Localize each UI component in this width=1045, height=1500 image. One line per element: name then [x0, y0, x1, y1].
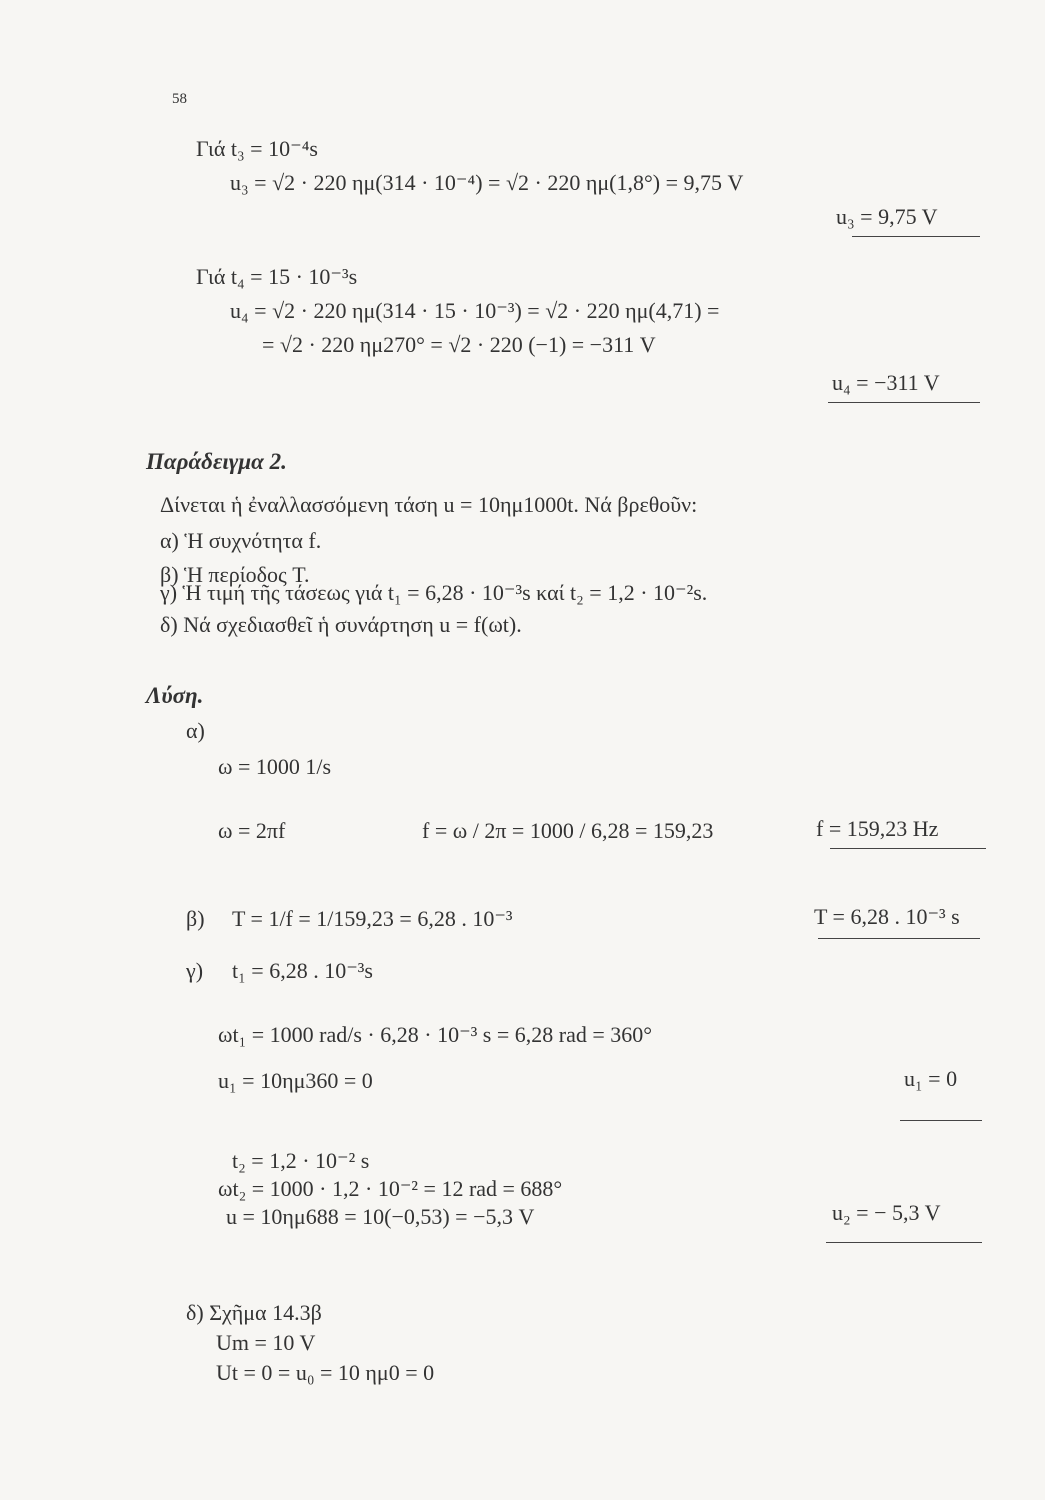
- example-item-a: α) Ἡ συχνότητα f.: [160, 528, 322, 553]
- wt2-line: ωt₂ = 1000 · 1,2 · 10⁻² = 12 rad = 688°: [218, 1176, 563, 1201]
- part-a-label: α): [186, 718, 205, 743]
- u2-result: u₂ = − 5,3 V: [832, 1200, 941, 1225]
- T-formula: T = 1/f = 1/159,23 = 6,28 . 10⁻³: [232, 906, 513, 931]
- omega-value: ω = 1000 1/s: [218, 754, 332, 779]
- example-item-b: β) Ἡ περίοδος T.: [160, 562, 310, 587]
- page-number: 58: [172, 91, 187, 107]
- wt1-line: ωt₁ = 1000 rad/s · 6,28 · 10⁻³ s = 6,28 rad = 360°: [218, 1022, 653, 1047]
- u1-result: u₁ = 0: [904, 1066, 958, 1091]
- f-result: f = 159,23 Hz: [816, 816, 939, 841]
- example-item-d: δ) Νά σχεδιασθεῖ ἡ συνάρτηση u = f(ωt).: [160, 612, 522, 637]
- part-d-line: δ) Σχῆμα 14.3β: [186, 1300, 322, 1325]
- f-result-underline: [830, 848, 986, 849]
- u3-result-underline: [852, 236, 980, 237]
- t2-line: t₂ = 1,2 · 10⁻² s: [232, 1148, 370, 1173]
- solution-heading: Λύση.: [146, 683, 204, 708]
- u-line: u = 10ημ688 = 10(−0,53) = −5,3 V: [226, 1204, 535, 1229]
- t1-line: t₁ = 6,28 . 10⁻³s: [232, 958, 373, 983]
- omega-2pif: ω = 2πf: [218, 818, 286, 843]
- u4-result-underline: [828, 402, 980, 403]
- part-b-label: β): [186, 906, 205, 931]
- u2-result-underline: [826, 1242, 982, 1243]
- f-formula: f = ω / 2π = 1000 / 6,28 = 159,23: [422, 818, 714, 843]
- ut-line: Ut = 0 = u₀ = 10 ημ0 = 0: [216, 1360, 435, 1385]
- T-result-underline: [818, 938, 980, 939]
- example-intro: Δίνεται ἡ ἐναλλασσόμενη τάση u = 10ημ1000t. Νά βρεθοῦν:: [160, 492, 698, 517]
- u3-line: u₃ = √2 · 220 ημ(314 · 10⁻⁴) = √2 · 220 ημ(1,8°) = 9,75 V: [230, 170, 744, 195]
- t4-line: Γιά t₄ = 15 · 10⁻³s: [196, 264, 358, 289]
- u1-line: u₁ = 10ημ360 = 0: [218, 1068, 373, 1093]
- u4-line-2: = √2 · 220 ημ270° = √2 · 220 (−1) = −311 V: [262, 332, 656, 357]
- u4-result: u₄ = −311 V: [832, 370, 940, 395]
- example-heading: Παράδειγμα 2.: [146, 449, 287, 474]
- u1-result-underline: [900, 1120, 982, 1121]
- T-result: T = 6,28 . 10⁻³ s: [814, 904, 960, 929]
- part-c-label: γ): [186, 958, 204, 983]
- t3-line: Γιά t₃ = 10⁻⁴s: [196, 136, 318, 161]
- example-item-c: γ) Ἡ τιμή τῆς τάσεως γιά t₁ = 6,28 · 10⁻³s καί t₂ = 1,2 · 10⁻²s.: [160, 580, 708, 605]
- um-line: Um = 10 V: [216, 1330, 316, 1355]
- u3-result: u₃ = 9,75 V: [836, 204, 938, 229]
- u4-line-1: u₄ = √2 · 220 ημ(314 · 15 · 10⁻³) = √2 · 220 ημ(4,71) =: [230, 298, 720, 323]
